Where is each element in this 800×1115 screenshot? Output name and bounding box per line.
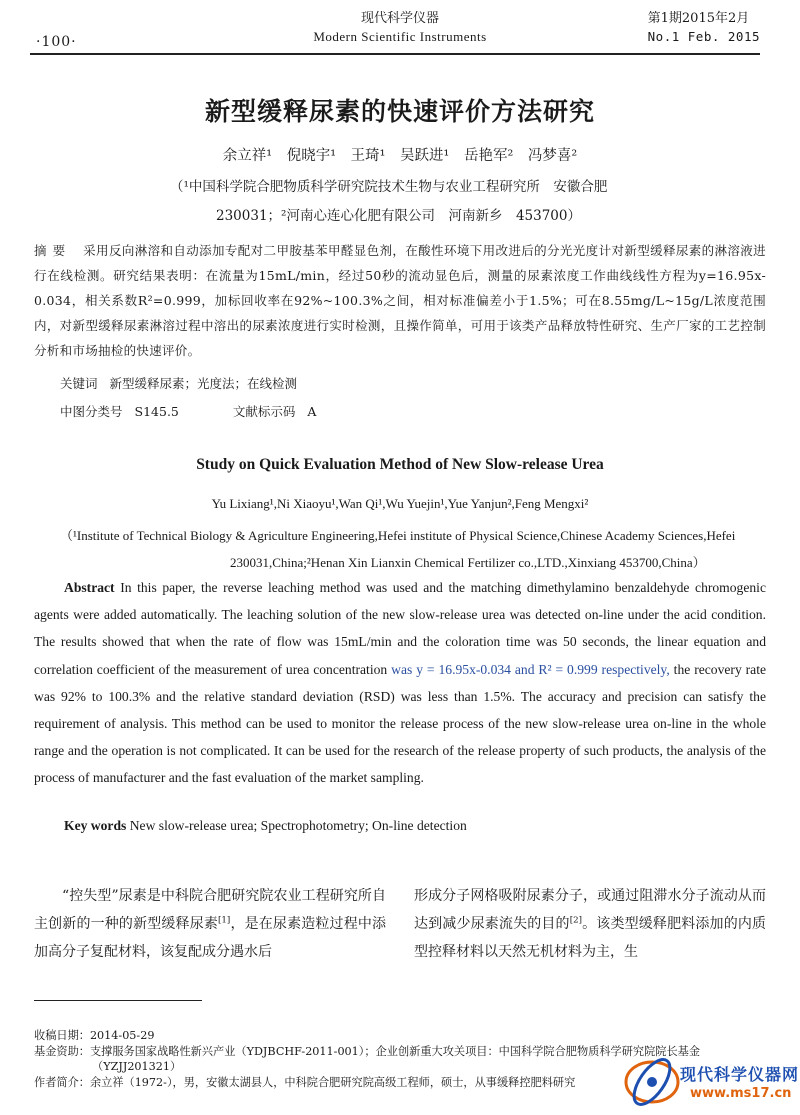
classification-zh [60,402,316,420]
body-left-text-1: “控失型”尿素是中科院合肥研究院农业工程研究所自主创新的一种的新型缓释尿素 [34,888,386,932]
body-right-text-1: 形成分子网格吸附尿素分子，或通过阻滞水分子流动从而达到减少尿素流失的目的 [414,888,766,932]
document-code: A [307,404,317,419]
authors-en: Yu Lixiang¹,Ni Xiaoyu¹,Wan Qi¹,Wu Yuejin¹,Yue Yanjun²,Feng Mengxi² [211,496,589,511]
affiliation-en-line-1: （¹Institute of Technical Biology & Agriculture Engineering,Hefei institute of Physical Science,Chinese Academy Sciences,Hefei [60,528,736,543]
authors-zh: 余立祥¹ 倪晓宇¹ 王琦¹ 吴跃进¹ 岳艳军² 冯梦喜² [222,148,578,164]
keywords-zh-text: 新型缓释尿素；光度法；在线检测 [109,376,298,391]
footnote-funding: 基金资助：支撑服务国家战略性新兴产业（YDJBCHF-2011-001）；企业创新重大攻关项目：中国科学院合肥物质科学研究院院长基金 [34,1044,701,1058]
body-column-left [34,882,386,966]
abstract-en-label: Abstract [64,580,115,595]
abstract-en-equation: was y = 16.95x-0.034 and R² = 0.999 respectively, [391,661,670,677]
issue-info [648,10,760,46]
issue-zh: 第1期2015年2月 [647,11,750,26]
body-column-right [414,882,766,966]
footnote-received: 收稿日期：2014-05-29 [34,1029,155,1042]
article-title-zh: 新型缓释尿素的快速评价方法研究 [204,97,595,126]
keywords-zh-label: 关键词 [60,376,98,391]
footnote-funding-cont: （YZJJ201321） [92,1060,182,1073]
abstract-zh-text: 采用反向淋溶和自动添加专配对二甲胺基苯甲醛显色剂，在酸性环境下用改进后的分光光度计对新型缓释尿素的淋溶液进行在线检测。研究结果表明：在流量为15mL/min，经过50秒的流动显色后，测量的尿素浓度工作曲线线性方程为y=16.95x-0.034，相关系数R²=0.999，加标回收率在92%~100.3%之间，相对标准偏差小于1.5%；可在8.55mg/L~15g/L浓度范围内，对新型缓释尿素淋溶过程中溶出的尿素浓度进行实时检测，且操作简单，可用于该类产品释放特性研究、生产厂家的工艺控制分析和市场抽检的快速评价。 [34,243,766,358]
abstract-en [34,574,766,792]
article-title-en: Study on Quick Evaluation Method of New Slow-release Urea [196,456,604,473]
keywords-en-label: Key words [64,818,127,833]
abstract-en-text-2: the recovery rate was 92% to 100.3% and the relative standard deviation (RSD) was less than 1.5%. The accuracy and precision can satisfy the requirement of analysis. This method can be used to monitor the release process of the new slow-release urea on-line in the whole range and the operation is not complicated. It can be used for the research of the release property of such products, the analysis of the process of manufacturer and the fast evaluation of the market sampling. [34,661,767,786]
footnote-author: 作者简介：余立祥（1972-），男，安徽太湖县人，中科院合肥研究院高级工程师，硕士，从事缓释控肥料研究 [34,1075,576,1089]
abstract-zh-label: 摘要 [34,243,72,258]
journal-name [250,10,550,46]
issue-en: No.1 Feb. 2015 [647,29,760,44]
affiliation-en-line-2: 230031,China;²Henan Xin Lianxin Chemical Fertilizer co.,LTD.,Xinxiang 453700,China） [230,555,706,570]
body-left-text-2: ，是在尿素造粒过程中添加高分子复配材料，该复配成分遇水后 [34,916,387,960]
keywords-zh [60,374,297,392]
abstract-zh [34,238,766,363]
watermark-url: www.ms17.cn [690,1086,792,1101]
affiliation-zh-line-2: 230031；²河南心连心化肥有限公司 河南新乡 453700） [216,208,581,224]
header-rule [30,53,760,55]
affiliation-zh-line-1: （¹中国科学院合肥物质科学研究院技术生物与农业工程研究所 安徽合肥 [170,179,608,195]
footnote-rule [34,1000,202,1001]
keywords-en [64,818,467,834]
citation-1: [1] [218,915,231,926]
abstract-en-text-1: In this paper, the reverse leaching method was used and the matching dimethylamino benzaldehyde chromogenic agents were added automatically. The leaching solution of the new slow-release urea was detected on-line under the acid condition. The results showed that when the rate of flow was 15mL/min and the coloration time was 50 seconds, the linear equation and correlation coefficient of the measurement of urea concentration [34,580,766,677]
watermark-name: 现代科学仪器网 [680,1065,800,1084]
classification-code: S145.5 [134,404,179,419]
journal-name-zh: 现代科学仪器 [360,11,439,26]
classification-label: 中图分类号 [60,404,123,419]
page-number: ·100· [36,34,77,50]
body-right-text-2: 。该类型缓释肥料添加的内质型控释材料以天然无机材料为主，生 [414,916,767,960]
keywords-en-text: New slow-release urea; Spectrophotometry; On-line detection [129,818,467,833]
journal-name-en: Modern Scientific Instruments [313,29,487,44]
document-code-label: 文献标示码 [232,404,296,419]
citation-2: [2] [569,915,582,926]
